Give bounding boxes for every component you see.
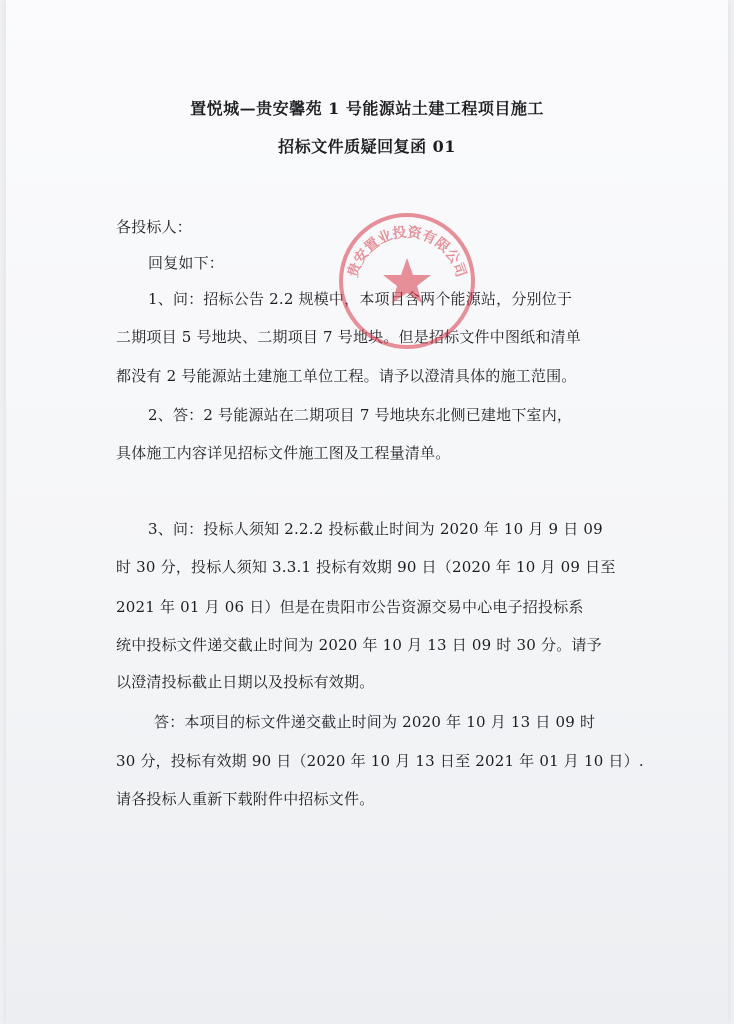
- title-line-1: 置悦城—贵安馨苑 1 号能源站土建工程项目施工: [190, 99, 544, 118]
- title-line-2: 招标文件质疑回复函 01: [278, 137, 456, 156]
- a2-line-1: 2、答：2 号能源站在二期项目 7 号地块东北侧已建地下室内，: [148, 406, 573, 424]
- seal-star-icon: [383, 258, 431, 303]
- salutation: 各投标人：: [116, 218, 193, 236]
- q1-line-3: 都没有 2 号能源站土建施工单位工程。请予以澄清具体的施工范围。: [116, 367, 577, 385]
- a3-line-2: 30 分，投标有效期 90 日（2020 年 10 月 13 日至 2021 年 01 月 10 日）.: [116, 752, 644, 770]
- a3-line-1: 答：本项目的标文件递交截止时间为 2020 年 10 月 13 日 09 时: [154, 713, 596, 731]
- q3-line-4: 统中投标文件递交截止时间为 2020 年 10 月 13 日 09 时 30 分。请予: [116, 636, 602, 654]
- q1-line-1: 1、问：招标公告 2.2 规模中，本项目含两个能源站，分别位于: [148, 290, 573, 308]
- company-seal: [336, 210, 478, 352]
- q3-line-5: 以澄清投标截止日期以及投标有效期。: [116, 673, 375, 691]
- seal-text: 贵安置业投资有限公司: [345, 224, 469, 280]
- q3-line-2: 时 30 分，投标人须知 3.3.1 投标有效期 90 日（2020 年 10 月 09 日至: [116, 558, 616, 576]
- intro: 回复如下：: [148, 254, 225, 272]
- q1-line-2: 二期项目 5 号地块、二期项目 7 号地块。但是招标文件中图纸和清单: [116, 328, 581, 346]
- q3-line-3: 2021 年 01 月 06 日）但是在贵阳市公告资源交易中心电子招投标系: [116, 598, 584, 616]
- a2-line-2: 具体施工内容详见招标文件施工图及工程量清单。: [116, 444, 451, 462]
- a3-line-3: 请各投标人重新下载附件中招标文件。: [116, 790, 375, 808]
- q3-line-1: 3、问：投标人须知 2.2.2 投标截止时间为 2020 年 10 月 9 日 09: [148, 520, 603, 538]
- document-page: [6, 0, 728, 1024]
